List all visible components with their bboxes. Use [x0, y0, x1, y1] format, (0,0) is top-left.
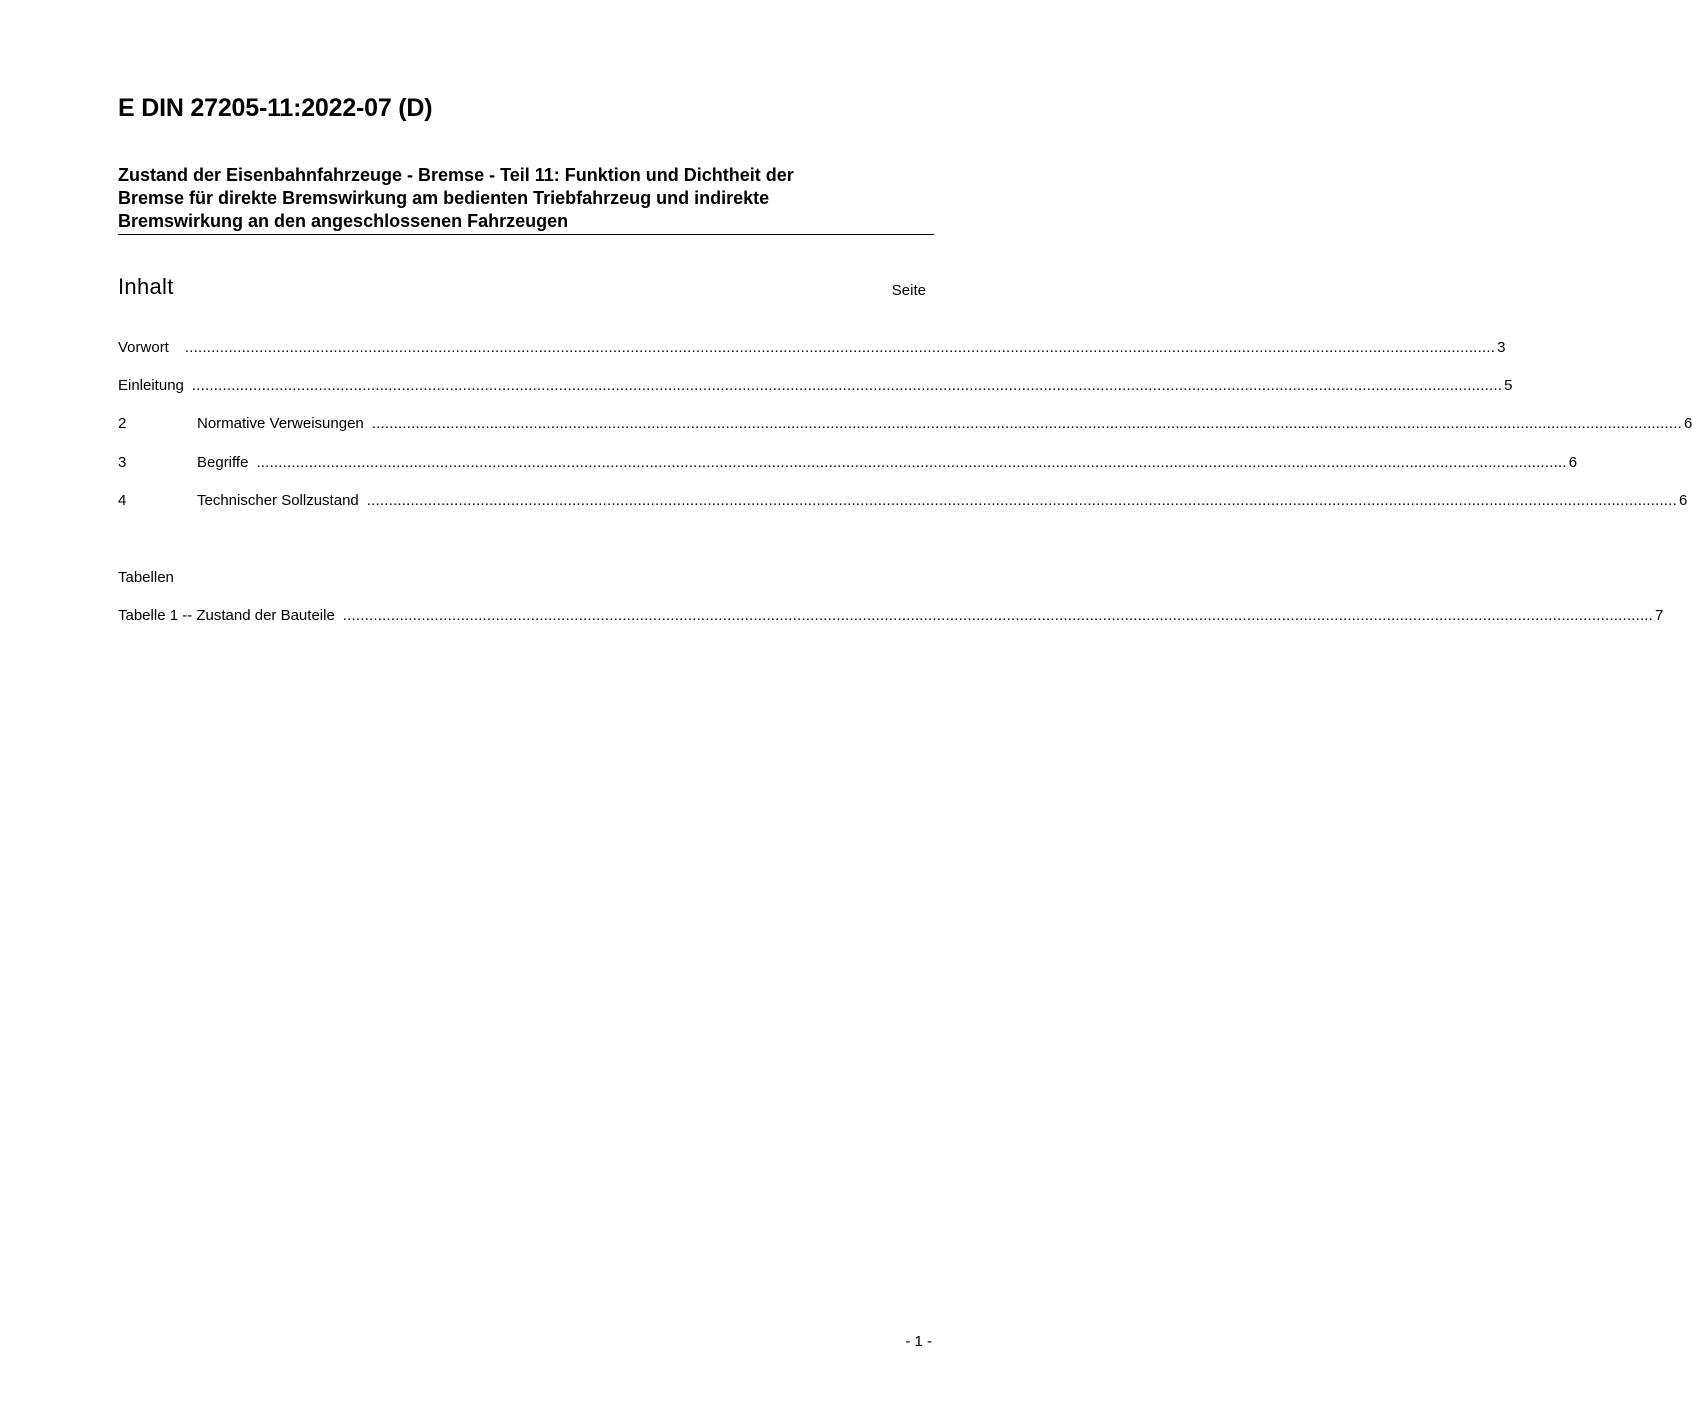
toc-entry-einleitung[interactable]	[118, 377, 1513, 397]
toc-entry-normative-verweisungen[interactable]	[118, 415, 1692, 435]
toc-entry-technischer-sollzustand[interactable]	[118, 492, 1688, 512]
toc-leader-dots: ............................................................................................................................................................................................................................................................................................................	[184, 339, 1496, 356]
document-title-line: Bremswirkung an den angeschlossenen Fahrzeugen	[118, 211, 569, 231]
toc-page-column-label: Seite	[891, 282, 926, 299]
toc-entry-begriffe[interactable]	[118, 454, 1578, 474]
footer-page-number: - 1 -	[905, 1333, 932, 1350]
toc-entry-text: Tabelle 1 -- Zustand der Bauteile	[118, 607, 335, 624]
toc-entry-page: 5	[1504, 377, 1513, 394]
toc-leader-dots: ............................................................................................................................................................................................................................................................................................................	[191, 377, 1503, 394]
toc-entry-vorwort[interactable]	[118, 339, 1506, 359]
toc-leader-dots: ............................................................................................................................................................................................................................................................................................................	[371, 415, 1683, 432]
document-number: E DIN 27205-11:2022-07 (D)	[118, 94, 433, 122]
toc-entry-tabelle-1[interactable]	[118, 607, 1664, 627]
toc-heading: Inhalt	[118, 274, 174, 299]
toc-entry-page: 3	[1497, 339, 1506, 356]
toc-leader-dots: ............................................................................................................................................................................................................................................................................................................	[256, 454, 1567, 471]
toc-entry-page: 6	[1568, 454, 1578, 471]
toc-entry-page: 6	[1684, 415, 1692, 432]
toc-entry-page: 6	[1679, 492, 1688, 509]
document-title-line: Bremse für direkte Bremswirkung am bedienten Triebfahrzeug und indirekte	[118, 188, 770, 208]
document-title-line: Zustand der Eisenbahnfahrzeuge - Bremse - Teil 11: Funktion und Dichtheit der	[118, 165, 794, 185]
document-title	[118, 164, 934, 235]
toc-entry-text: Technischer Sollzustand	[197, 492, 359, 509]
toc-entry-text: Begriffe	[197, 454, 249, 471]
toc-leader-dots: ............................................................................................................................................................................................................................................................................................................	[342, 607, 1654, 624]
toc-leader-dots: ............................................................................................................................................................................................................................................................................................................	[366, 492, 1678, 509]
toc-entry-page: 7	[1655, 607, 1664, 624]
toc-entry-number: 2	[118, 415, 127, 432]
toc-entry-number: 4	[118, 492, 127, 509]
toc-entry-text: Vorwort	[118, 339, 169, 356]
toc-entry-text: Einleitung	[118, 377, 184, 394]
toc-entry-text: Normative Verweisungen	[197, 415, 364, 432]
tables-heading: Tabellen	[118, 569, 174, 586]
toc-entry-number: 3	[118, 454, 127, 471]
